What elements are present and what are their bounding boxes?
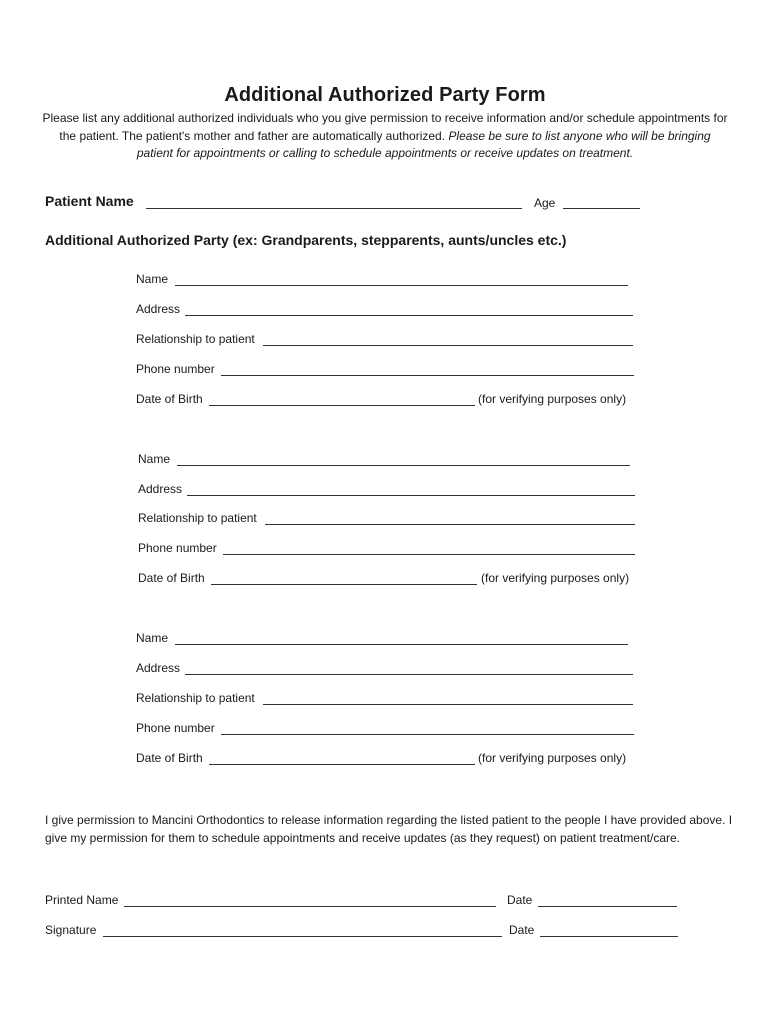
form-instructions: [40, 110, 730, 163]
party-2-phone-field[interactable]: [223, 544, 635, 555]
patient-name-field[interactable]: [146, 199, 522, 209]
printed-name-date-field[interactable]: [538, 896, 677, 907]
party-1-phone-field[interactable]: [221, 365, 634, 376]
date-label: Date: [507, 893, 533, 907]
instructions-text: Please list any additional authorized individuals who you give permission to receive information and/or schedule appointments for the patient. The patient's mother and father are automatically authorized.: [42, 111, 728, 143]
party-3-dob-field[interactable]: [209, 754, 475, 765]
section-heading: Additional Authorized Party (ex: Grandparents, stepparents, aunts/uncles etc.): [45, 232, 567, 248]
name-label: Name: [136, 272, 169, 286]
printed-name-label: Printed Name: [45, 893, 119, 907]
party-3-name-field[interactable]: [175, 634, 628, 645]
party-2-address-field[interactable]: [187, 485, 635, 496]
address-label: Address: [138, 482, 183, 496]
date-label: Date: [509, 923, 535, 937]
form-title: Additional Authorized Party Form: [224, 84, 546, 106]
party-1-dob-field[interactable]: [209, 395, 475, 406]
printed-name-field[interactable]: [124, 896, 496, 907]
signature-label: Signature: [45, 923, 97, 937]
phone-label: Phone number: [136, 721, 215, 735]
dob-label: Date of Birth: [136, 751, 203, 765]
party-1-address-field[interactable]: [185, 305, 633, 316]
party-2-name-field[interactable]: [177, 455, 630, 466]
party-3-relationship-field[interactable]: [263, 694, 633, 705]
phone-label: Phone number: [138, 541, 217, 555]
name-label: Name: [138, 452, 171, 466]
relationship-label: Relationship to patient: [138, 511, 257, 525]
party-2-relationship-field[interactable]: [265, 514, 635, 525]
patient-name-label: Patient Name: [45, 193, 134, 209]
permission-statement: I give permission to Mancini Orthodontics to release information regarding the listed patient to the people I have provided above. I give my permission for them to schedule appointments and receive updates (as they request) on patient treatment/care.: [45, 813, 733, 845]
relationship-label: Relationship to patient: [136, 691, 255, 705]
address-label: Address: [136, 302, 181, 316]
dob-note: (for verifying purposes only): [481, 571, 630, 585]
party-1-name-field[interactable]: [175, 275, 628, 286]
phone-label: Phone number: [136, 362, 215, 376]
party-3-address-field[interactable]: [185, 664, 633, 675]
signature-field[interactable]: [103, 926, 502, 937]
party-3-phone-field[interactable]: [221, 724, 634, 735]
name-label: Name: [136, 631, 169, 645]
age-field[interactable]: [563, 199, 640, 209]
instructions-emphasis: Please be sure to list anyone who will be bringing patient for appointments or calling to schedule appointments or receive updates on treatment.: [136, 128, 711, 160]
dob-label: Date of Birth: [136, 392, 203, 406]
party-2-dob-field[interactable]: [211, 574, 477, 585]
signature-date-field[interactable]: [540, 926, 678, 937]
party-1-relationship-field[interactable]: [263, 335, 633, 346]
dob-note: (for verifying purposes only): [478, 751, 627, 765]
address-label: Address: [136, 661, 181, 675]
age-label: Age: [534, 196, 556, 210]
dob-label: Date of Birth: [138, 571, 205, 585]
dob-note: (for verifying purposes only): [478, 392, 627, 406]
relationship-label: Relationship to patient: [136, 332, 255, 346]
